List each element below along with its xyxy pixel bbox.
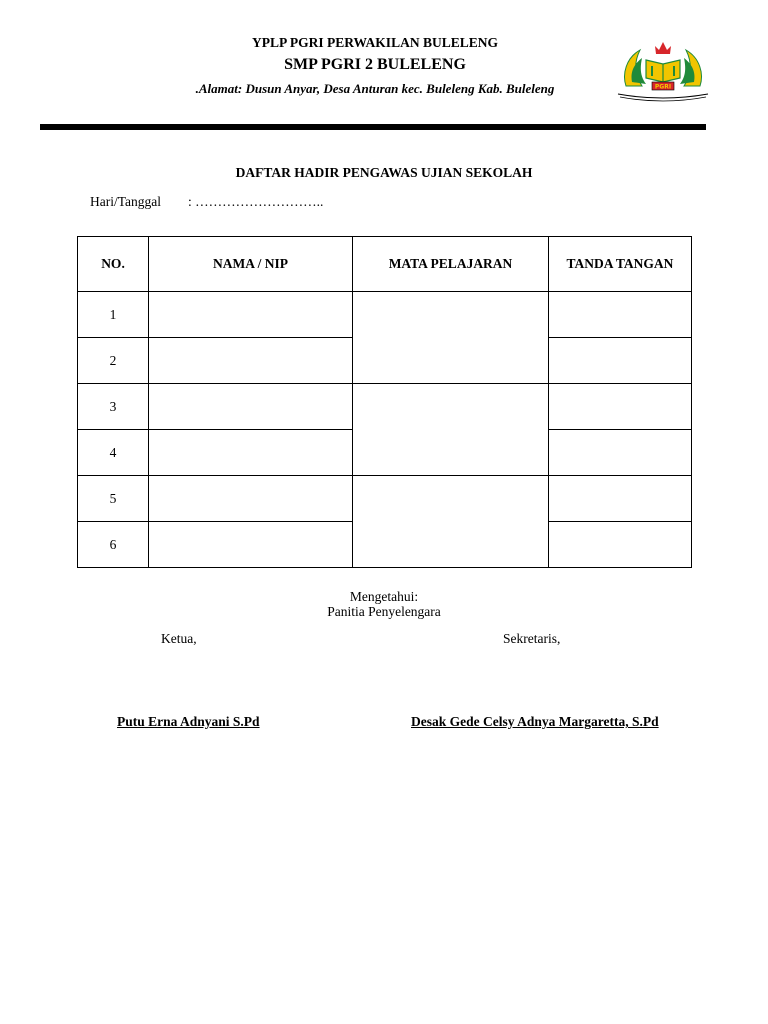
- acknowledged-label: Mengetahui:: [349, 589, 419, 604]
- row-number: 4: [78, 430, 149, 476]
- row-number: 6: [78, 522, 149, 568]
- header-signature: TANDA TANGAN: [549, 237, 692, 292]
- table-row: [78, 476, 692, 522]
- chair-name: Putu Erna Adnyani S.Pd: [117, 714, 260, 729]
- row-number: 2: [78, 338, 149, 384]
- name-cell[interactable]: [149, 522, 353, 568]
- acknowledgement-block: [0, 589, 768, 619]
- signature-cell[interactable]: [549, 384, 692, 430]
- header-subject: MATA PELAJARAN: [353, 237, 549, 292]
- header-no: NO.: [78, 237, 149, 292]
- document-title: DAFTAR HADIR PENGAWAS UJIAN SEKOLAH: [235, 165, 533, 180]
- name-cell[interactable]: [149, 430, 353, 476]
- name-cell[interactable]: [149, 476, 353, 522]
- logo-banner-text: PGRI: [654, 83, 672, 91]
- committee-label: Panitia Penyelengara: [327, 604, 441, 619]
- row-number: 1: [78, 292, 149, 338]
- signature-cell[interactable]: [549, 292, 692, 338]
- organization-name: YPLP PGRI PERWAKILAN BULELENG: [252, 35, 498, 50]
- name-cell[interactable]: [149, 292, 353, 338]
- secretary-name: Desak Gede Celsy Adnya Margaretta, S.Pd: [411, 714, 659, 729]
- table-header-row: [78, 237, 692, 292]
- signature-cell[interactable]: [549, 430, 692, 476]
- secretary-label: Sekretaris,: [503, 631, 561, 646]
- table-row: [78, 292, 692, 338]
- subject-cell[interactable]: [353, 384, 549, 476]
- chair-label: Ketua,: [161, 631, 197, 646]
- signature-cell[interactable]: [549, 338, 692, 384]
- school-name: SMP PGRI 2 BULELENG: [284, 56, 466, 73]
- header-divider: [40, 124, 706, 130]
- pgri-logo: [616, 38, 710, 104]
- date-value: : ………………………..: [188, 194, 324, 209]
- subject-cell[interactable]: [353, 292, 549, 384]
- row-number: 5: [78, 476, 149, 522]
- attendance-table: [77, 236, 692, 568]
- signature-cell[interactable]: [549, 476, 692, 522]
- school-address: .Alamat: Dusun Anyar, Desa Anturan kec. Buleleng Kab. Buleleng: [195, 81, 555, 96]
- header-name-nip: NAMA / NIP: [149, 237, 353, 292]
- table-row: [78, 384, 692, 430]
- name-cell[interactable]: [149, 384, 353, 430]
- signature-cell[interactable]: [549, 522, 692, 568]
- row-number: 3: [78, 384, 149, 430]
- date-label: Hari/Tanggal: [90, 194, 162, 209]
- subject-cell[interactable]: [353, 476, 549, 568]
- name-cell[interactable]: [149, 338, 353, 384]
